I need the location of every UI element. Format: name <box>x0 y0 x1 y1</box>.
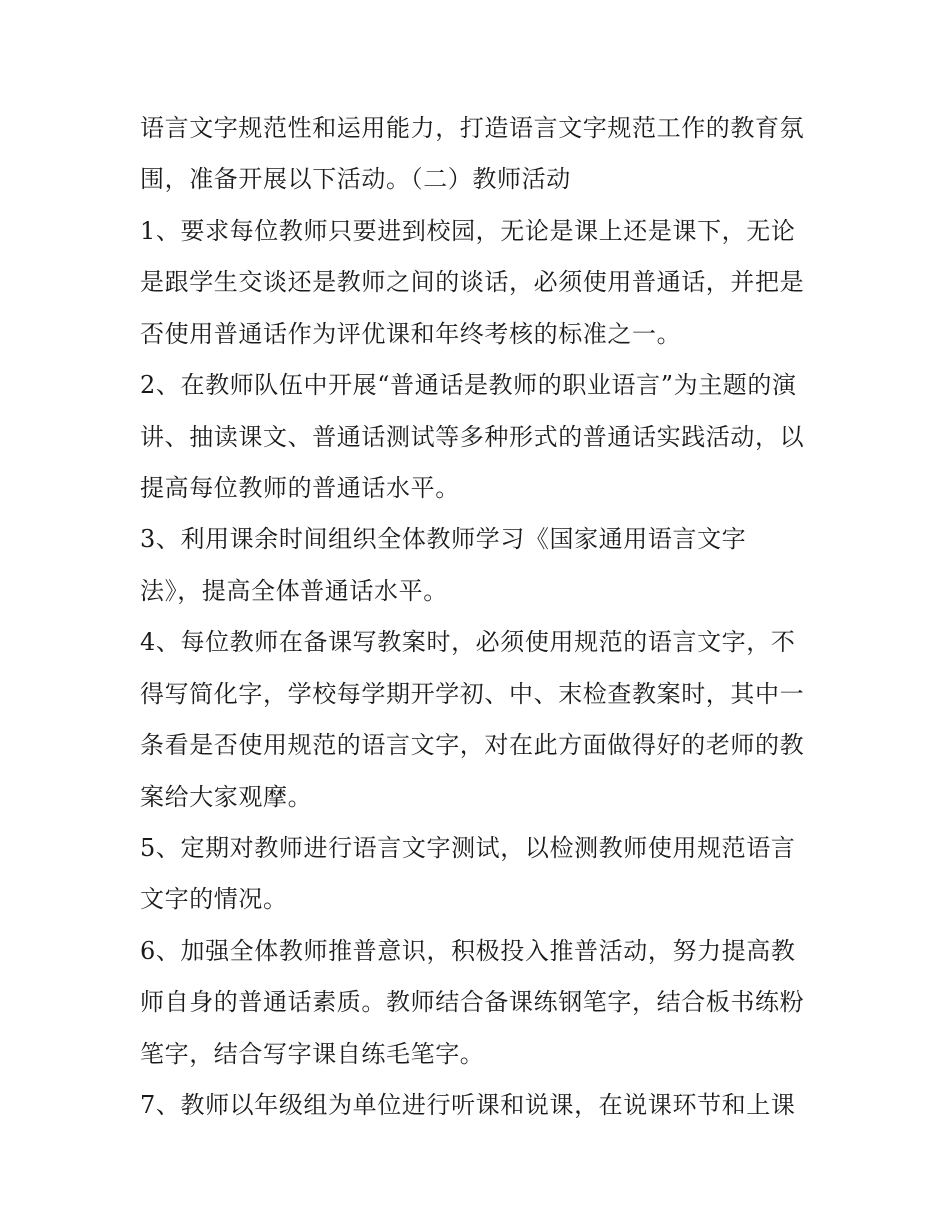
text-line-8: 提高每位教师的普通话水平。 <box>140 474 460 502</box>
text-line-11: 4、每位教师在备课写教案时，必须使用规范的语言文字，不 <box>140 628 796 656</box>
text-line-12: 得写简化字，学校每学期开学初、中、末检查教案时，其中一 <box>140 680 805 708</box>
text-line-10: 法》，提高全体普通话水平。 <box>140 577 448 605</box>
text-line-7: 讲、抽读课文、普通话测试等多种形式的普通话实践活动，以 <box>140 423 805 451</box>
text-line-15: 5、定期对教师进行语言文字测试，以检测教师使用规范语言 <box>140 834 796 862</box>
text-line-4: 是跟学生交谈还是教师之间的谈话，必须使用普通话，并把是 <box>140 268 805 296</box>
text-line-5: 否使用普通话作为评优课和年终考核的标准之一。 <box>140 320 682 348</box>
text-line-14: 案给大家观摩。 <box>140 783 313 811</box>
text-line-18: 师自身的普通话素质。教师结合备课练钢笔字，结合板书练粉 <box>140 988 805 1016</box>
text-line-6: 2、在教师队伍中开展“普通话是教师的职业语言”为主题的演 <box>140 371 797 399</box>
text-line-1: 语言文字规范性和运用能力，打造语言文字规范工作的教育氛 <box>140 114 805 142</box>
text-line-13: 条看是否使用规范的语言文字，对在此方面做得好的老师的教 <box>140 731 805 759</box>
text-line-2: 围，准备开展以下活动。（二）教师活动 <box>140 165 571 193</box>
text-line-3: 1、要求每位教师只要进到校园，无论是课上还是课下，无论 <box>140 217 796 245</box>
text-line-16: 文字的情况。 <box>140 885 288 913</box>
text-line-19: 笔字，结合写字课自练毛笔字。 <box>140 1040 485 1068</box>
text-line-9: 3、利用课余时间组织全体教师学习《国家通用语言文字 <box>140 525 747 553</box>
text-line-20: 7、教师以年级组为单位进行听课和说课，在说课环节和上课 <box>140 1091 796 1119</box>
text-line-17: 6、加强全体教师推普意识，积极投入推普活动，努力提高教 <box>140 937 796 965</box>
